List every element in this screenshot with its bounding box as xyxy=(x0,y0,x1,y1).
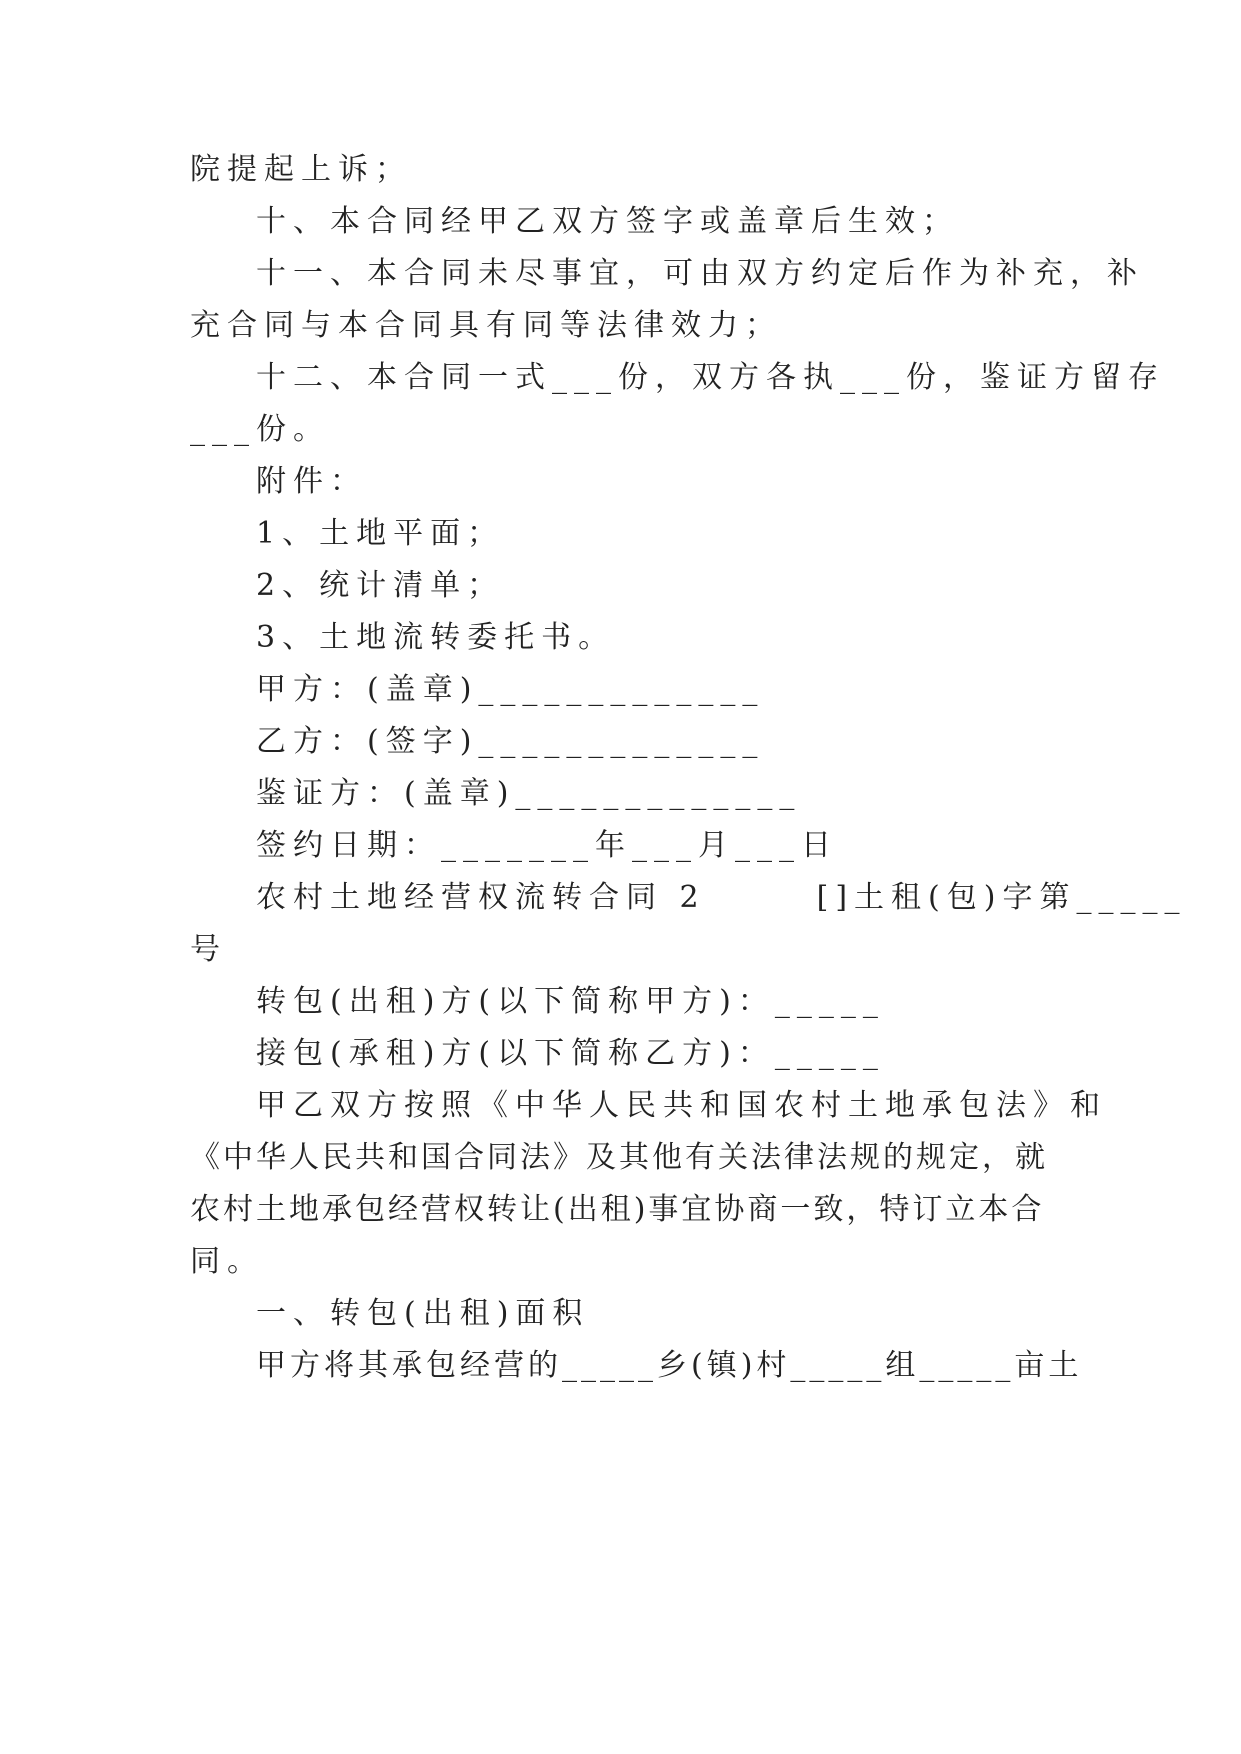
text-line: 院提起上诉； xyxy=(190,152,412,187)
text-line: 附件： xyxy=(256,464,367,499)
text-line: 甲方将其承包经营的_____乡(镇)村_____组_____亩土 xyxy=(256,1348,1083,1383)
contract-title-line: 农村土地经营权流转合同 2 []土租(包)字第_____ xyxy=(256,880,1187,915)
party-line: 接包(承租)方(以下简称乙方)：_____ xyxy=(256,1036,885,1071)
text-line: 号 xyxy=(190,932,227,967)
signature-line: 甲方：(盖章)_____________ xyxy=(256,672,765,707)
section-heading: 一、转包(出租)面积 xyxy=(256,1296,590,1331)
date-line: 签约日期：_______年___月___日 xyxy=(256,828,838,863)
signature-line: 乙方：(签字)_____________ xyxy=(256,724,765,759)
text-line: 充合同与本合同具有同等法律效力； xyxy=(190,308,782,343)
text-line: 十一、本合同未尽事宜，可由双方约定后作为补充，补 xyxy=(256,256,1144,291)
signature-line: 鉴证方：(盖章)_____________ xyxy=(256,776,802,811)
text-line: 同。 xyxy=(190,1244,264,1279)
text-line: 农村土地承包经营权转让(出租)事宜协商一致，特订立本合 xyxy=(190,1192,1045,1227)
text-line: 1、土地平面； xyxy=(256,516,505,551)
text-line: 3、土地流转委托书。 xyxy=(256,620,616,655)
text-line: ___份。 xyxy=(190,412,330,447)
party-line: 转包(出租)方(以下简称甲方)：_____ xyxy=(256,984,885,1019)
text-line: 《中华人民共和国合同法》及其他有关法律法规的规定，就 xyxy=(190,1140,1048,1175)
text-line: 十、本合同经甲乙双方签字或盖章后生效； xyxy=(256,204,959,239)
text-line: 甲乙双方按照《中华人民共和国农村土地承包法》和 xyxy=(256,1088,1107,1123)
text-line: 2、统计清单； xyxy=(256,568,505,603)
text-line: 十二、本合同一式___份，双方各执___份，鉴证方留存 xyxy=(256,360,1165,395)
